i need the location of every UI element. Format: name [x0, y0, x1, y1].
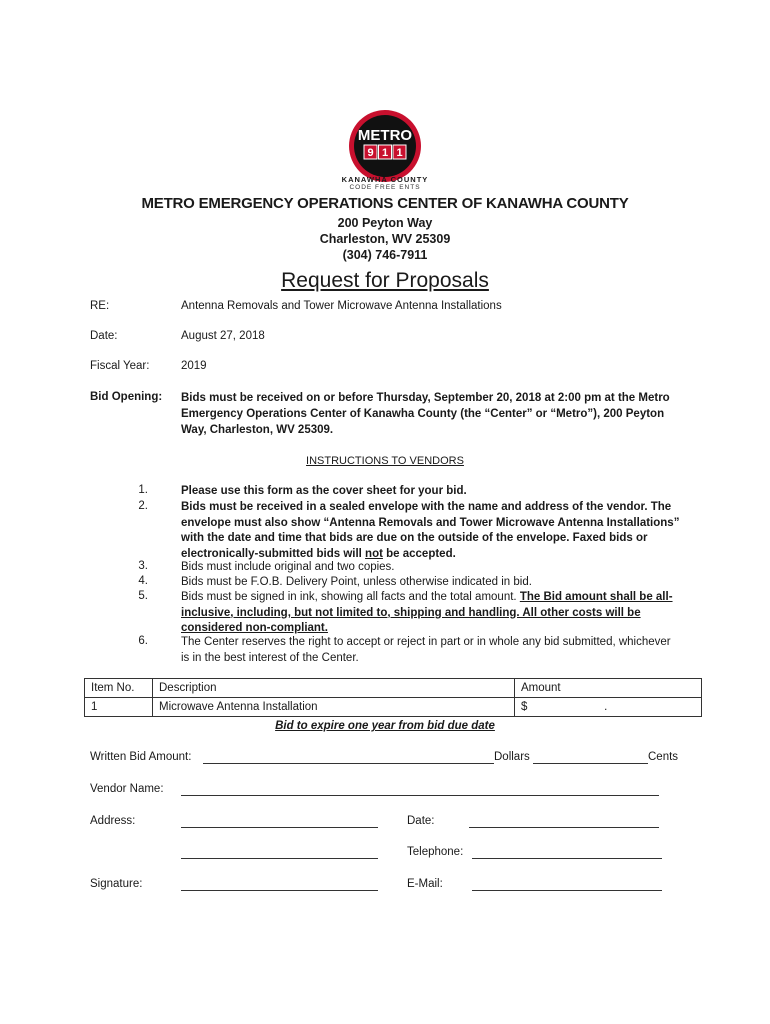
instruction-text: Please use this form as the cover sheet for your bid. [181, 485, 467, 497]
instruction-text: Bids must include original and two copies. [181, 561, 395, 573]
instruction-number: 4. [138, 575, 148, 587]
fiscal-year-value: 2019 [181, 360, 207, 372]
telephone-label: Telephone: [407, 846, 464, 858]
header-amount: Amount [515, 679, 702, 698]
written-bid-cents-line[interactable] [533, 763, 648, 764]
street-address: 200 Peyton Way [337, 216, 433, 230]
header-description: Description [153, 679, 515, 698]
instruction-text: Bids must be signed in ink, showing all facts and the total amount. The Bid amount shall be all-inclusive, including, but not limited to, shipping and handling. All other costs will be considered non-compliant. [181, 591, 673, 634]
instruction-text: The Center reserves the right to accept or reject in part or in whole any bid submitted, whichever is in the best interest of the Center. [181, 636, 671, 664]
svg-text:9: 9 [367, 147, 374, 159]
re-value: Antenna Removals and Tower Microwave Antenna Installations [181, 300, 502, 312]
fiscal-year-label: Fiscal Year: [90, 360, 150, 372]
city-address: Charleston, WV 25309 [319, 232, 451, 246]
table-row [85, 698, 702, 717]
address-line-1[interactable] [181, 827, 378, 828]
organization-name: METRO EMERGENCY OPERATIONS CENTER OF KANAWHA COUNTY [141, 195, 629, 212]
header-item-no: Item No. [85, 679, 153, 698]
svg-text:1: 1 [381, 147, 389, 159]
instructions-title: INSTRUCTIONS TO VENDORS [306, 455, 464, 467]
instruction-number: 3. [138, 560, 148, 572]
instruction-text: Bids must be F.O.B. Delivery Point, unless otherwise indicated in bid. [181, 576, 532, 588]
telephone-line[interactable] [472, 858, 662, 859]
dollars-label: Dollars [494, 751, 530, 763]
email-label: E-Mail: [407, 878, 443, 890]
date-value: August 27, 2018 [181, 330, 265, 342]
date-line[interactable] [469, 827, 659, 828]
re-label: RE: [90, 300, 110, 312]
phone-number: (304) 746-7911 [342, 248, 428, 262]
bid-items-table [84, 678, 702, 717]
address-line-2[interactable] [181, 858, 378, 859]
written-bid-label: Written Bid Amount: [90, 751, 192, 763]
bid-expiration-note: Bid to expire one year from bid due date [275, 720, 495, 732]
instruction-number: 2. [138, 500, 148, 512]
instruction-number: 6. [138, 635, 148, 647]
logo-caption-county: KANAWHA COUNTY [341, 175, 429, 184]
cents-label: Cents [648, 751, 679, 763]
bid-opening-label: Bid Opening: [90, 391, 163, 403]
metro-911-logo [347, 108, 423, 184]
document-title: Request for Proposals [281, 269, 489, 292]
instruction-number: 5. [138, 590, 148, 602]
logo-caption-tagline: CODE FREE ENTS [349, 184, 421, 191]
date-label: Date: [90, 330, 118, 342]
cell-description: Microwave Antenna Installation [153, 698, 515, 717]
vendor-name-label: Vendor Name: [90, 783, 164, 795]
email-line[interactable] [472, 890, 662, 891]
instruction-number: 1. [138, 484, 148, 496]
svg-text:1: 1 [396, 147, 403, 159]
svg-text:METRO: METRO [357, 127, 413, 144]
table-header-row [85, 679, 702, 698]
instruction-text: Bids must be received in a sealed envelope with the name and address of the vendor. The envelope must also show “Antenna Removals and Tower Microwave Antenna Installations” with the date and time that bids are due on the outside of the envelope. Faxed bids or electronically-submitted bids will not be accepted. [181, 501, 680, 560]
signature-label: Signature: [90, 878, 143, 890]
bid-opening-value: Bids must be received on or before Thursday, September 20, 2018 at 2:00 pm at the Metro Emergency Operations Center of Kanawha County (the “Center” or “Metro”), 200 Peyton Way, Charleston, WV 25309. [181, 392, 670, 436]
cell-amount[interactable]: $ . [515, 698, 702, 717]
vendor-name-line[interactable] [181, 795, 659, 796]
written-bid-dollars-line[interactable] [203, 763, 494, 764]
signature-line[interactable] [181, 890, 378, 891]
address-label: Address: [90, 815, 136, 827]
cell-item-no: 1 [85, 698, 153, 717]
date-field-label: Date: [407, 815, 435, 827]
